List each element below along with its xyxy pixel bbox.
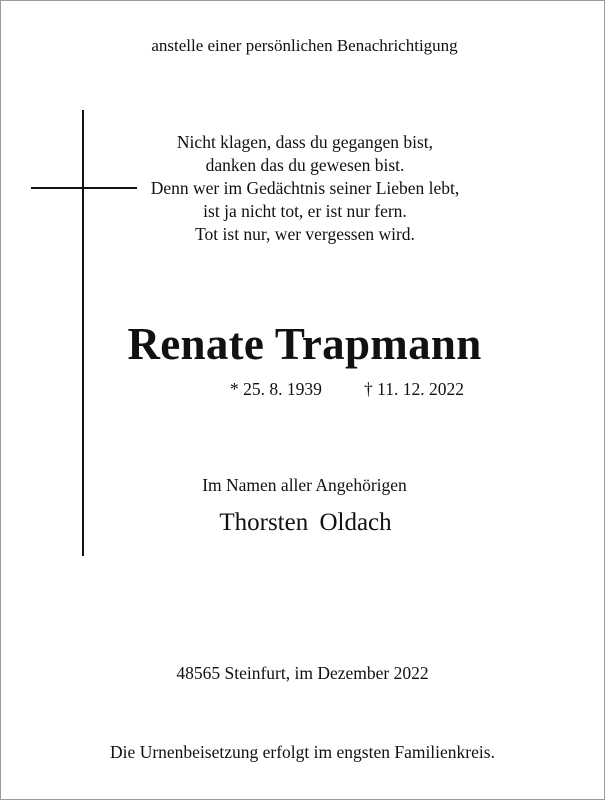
poem-line: ist ja nicht tot, er ist nur fern. xyxy=(203,201,407,221)
burial-note: Die Urnenbeisetzung erfolgt im engsten Familienkreis. xyxy=(110,742,495,762)
death-date: † 11. 12. 2022 xyxy=(364,379,464,399)
memorial-poem xyxy=(150,131,460,246)
poem-line: Tot ist nur, wer vergessen wird. xyxy=(195,224,415,244)
deceased-name: Renate Trapmann xyxy=(127,319,482,369)
place-and-date: 48565 Steinfurt, im Dezember 2022 xyxy=(176,663,429,683)
signer-name: Thorsten Oldach xyxy=(219,509,392,536)
poem-line: danken das du gewesen bist. xyxy=(205,155,405,175)
birth-date: * 25. 8. 1939 xyxy=(230,379,322,399)
on-behalf-line: Im Namen aller Angehörigen xyxy=(202,475,407,495)
poem-line: Nicht klagen, dass du gegangen bist, xyxy=(176,132,434,152)
poem-line: Denn wer im Gedächtnis seiner Lieben lebt, xyxy=(150,178,460,198)
notice-intro: anstelle einer persönlichen Benachrichtigung xyxy=(151,36,458,55)
cross-icon-crossbar xyxy=(31,187,137,189)
